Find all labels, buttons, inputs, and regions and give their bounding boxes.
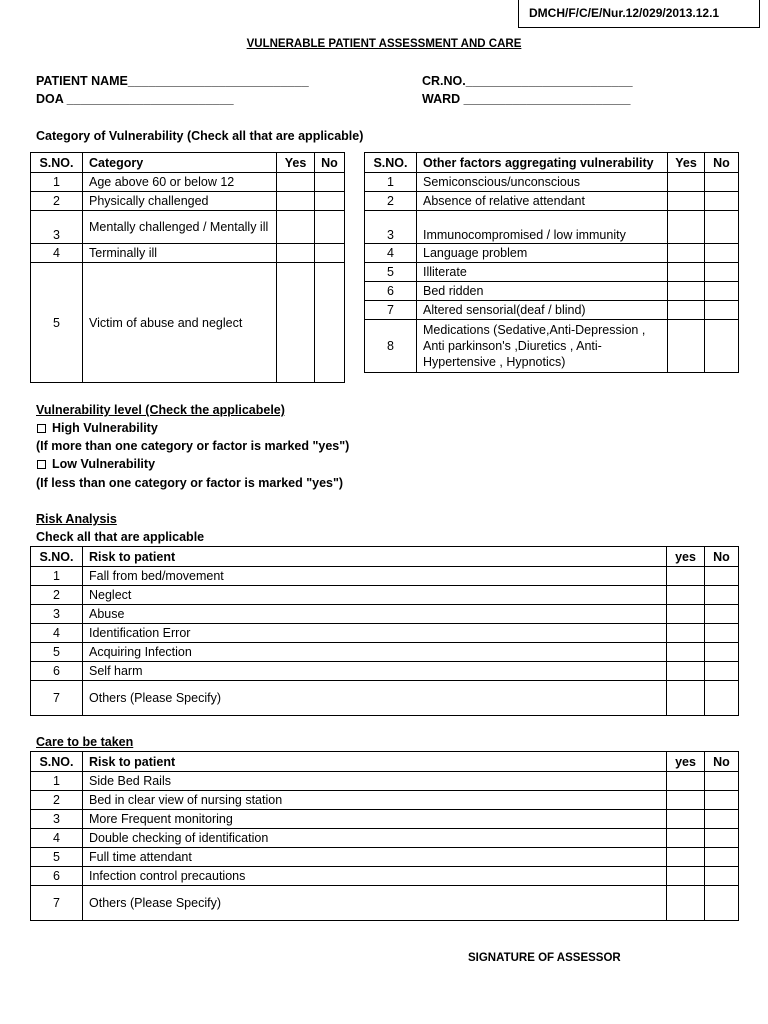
table-row [31, 263, 345, 383]
checkbox-icon[interactable] [37, 460, 46, 469]
table-row [365, 192, 739, 211]
col-yes: Yes [668, 153, 705, 173]
yes-cell[interactable] [668, 320, 705, 373]
no-cell[interactable] [705, 810, 739, 829]
col-no: No [315, 153, 345, 173]
no-cell[interactable] [705, 301, 739, 320]
no-cell[interactable] [705, 772, 739, 791]
row-sno: 5 [31, 263, 83, 383]
ward-field[interactable]: WARD ________________________ [422, 92, 631, 106]
table-row [31, 586, 739, 605]
table-row [365, 301, 739, 320]
yes-cell[interactable] [667, 624, 705, 643]
yes-cell[interactable] [667, 567, 705, 586]
row-sno: 2 [31, 791, 83, 810]
table-row [31, 192, 345, 211]
high-vulnerability-label: High Vulnerability [52, 421, 158, 435]
table-row [31, 867, 739, 886]
row-label: Self harm [83, 662, 667, 681]
row-sno: 7 [31, 681, 83, 716]
row-sno: 4 [31, 829, 83, 848]
row-label: Full time attendant [83, 848, 667, 867]
no-cell[interactable] [705, 211, 739, 244]
risk-analysis-subheading: Check all that are applicable [36, 530, 205, 544]
col-sno: S.NO. [365, 153, 417, 173]
signature-label: SIGNATURE OF ASSESSOR [468, 952, 621, 964]
row-sno: 5 [365, 263, 417, 282]
no-cell[interactable] [705, 244, 739, 263]
no-cell[interactable] [705, 791, 739, 810]
no-cell[interactable] [705, 681, 739, 716]
col-risk: Risk to patient [83, 547, 667, 567]
high-vulnerability-note: (If more than one category or factor is marked "yes") [36, 439, 350, 453]
col-category: Category [83, 153, 277, 173]
yes-cell[interactable] [667, 772, 705, 791]
table-row [365, 211, 739, 244]
yes-cell[interactable] [667, 886, 705, 921]
table-row [31, 772, 739, 791]
row-sno: 6 [365, 282, 417, 301]
row-label: Altered sensorial(deaf / blind) [417, 301, 668, 320]
yes-cell[interactable] [667, 643, 705, 662]
category-table [30, 152, 345, 383]
no-cell[interactable] [705, 643, 739, 662]
row-label: Others (Please Specify) [83, 681, 667, 716]
table-row [365, 320, 739, 373]
row-sno: 2 [31, 192, 83, 211]
risk-analysis-heading: Risk Analysis [36, 512, 117, 526]
no-cell[interactable] [315, 211, 345, 244]
doa-field[interactable]: DOA ________________________ [36, 92, 234, 106]
row-label: Acquiring Infection [83, 643, 667, 662]
no-cell[interactable] [705, 662, 739, 681]
row-sno: 1 [31, 173, 83, 192]
yes-cell[interactable] [667, 791, 705, 810]
table-row [31, 886, 739, 921]
yes-cell[interactable] [668, 282, 705, 301]
table-row [31, 810, 739, 829]
table-row [31, 643, 739, 662]
table-row [31, 791, 739, 810]
row-sno: 5 [31, 848, 83, 867]
yes-cell[interactable] [277, 192, 315, 211]
yes-cell[interactable] [668, 263, 705, 282]
no-cell[interactable] [705, 567, 739, 586]
row-sno: 7 [365, 301, 417, 320]
col-no: No [705, 547, 739, 567]
yes-cell[interactable] [667, 867, 705, 886]
table-row [31, 605, 739, 624]
yes-cell[interactable] [277, 173, 315, 192]
table-row [31, 829, 739, 848]
no-cell[interactable] [705, 192, 739, 211]
no-cell[interactable] [315, 263, 345, 383]
row-label: Physically challenged [83, 192, 277, 211]
row-label: Medications (Sedative,Anti-Depression , Anti parkinson's ,Diuretics , Anti-Hypertensive , Hypnotics) [417, 320, 668, 373]
row-label: Side Bed Rails [83, 772, 667, 791]
yes-cell[interactable] [277, 244, 315, 263]
yes-cell[interactable] [667, 829, 705, 848]
no-cell[interactable] [705, 886, 739, 921]
form-title: VULNERABLE PATIENT ASSESSMENT AND CARE [246, 38, 522, 50]
yes-cell[interactable] [667, 848, 705, 867]
row-sno: 8 [365, 320, 417, 373]
row-label: More Frequent monitoring [83, 810, 667, 829]
col-no: No [705, 153, 739, 173]
yes-cell[interactable] [668, 211, 705, 244]
no-cell[interactable] [705, 263, 739, 282]
table-row [31, 211, 345, 244]
care-table [30, 751, 739, 921]
row-label: Double checking of identification [83, 829, 667, 848]
no-cell[interactable] [315, 244, 345, 263]
table-row [365, 282, 739, 301]
row-label: Abuse [83, 605, 667, 624]
vulnerability-level-heading: Vulnerability level (Check the applicabele) [36, 403, 285, 417]
table-row [31, 244, 345, 263]
table-row [31, 681, 739, 716]
yes-cell[interactable] [277, 211, 315, 244]
yes-cell[interactable] [668, 301, 705, 320]
row-sno: 4 [365, 244, 417, 263]
risk-table [30, 546, 739, 716]
table-row [31, 848, 739, 867]
no-cell[interactable] [705, 320, 739, 373]
document-code: DMCH/F/C/E/Nur.12/029/2013.12.1 [518, 0, 760, 28]
no-cell[interactable] [705, 586, 739, 605]
row-sno: 6 [31, 867, 83, 886]
yes-cell[interactable] [668, 173, 705, 192]
low-vulnerability-note: (If less than one category or factor is marked "yes") [36, 476, 344, 490]
yes-cell[interactable] [667, 681, 705, 716]
no-cell[interactable] [705, 867, 739, 886]
row-sno: 1 [365, 173, 417, 192]
col-yes: yes [667, 547, 705, 567]
row-label: Fall from bed/movement [83, 567, 667, 586]
row-label: Others (Please Specify) [83, 886, 667, 921]
row-sno: 2 [31, 586, 83, 605]
row-label: Bed ridden [417, 282, 668, 301]
table-row [365, 263, 739, 282]
row-label: Semiconscious/unconscious [417, 173, 668, 192]
row-sno: 4 [31, 244, 83, 263]
row-sno: 1 [31, 567, 83, 586]
yes-cell[interactable] [667, 586, 705, 605]
table-row [31, 173, 345, 192]
row-label: Infection control precautions [83, 867, 667, 886]
yes-cell[interactable] [668, 244, 705, 263]
table-row [31, 567, 739, 586]
no-cell[interactable] [705, 173, 739, 192]
factors-table [364, 152, 739, 373]
row-label: Neglect [83, 586, 667, 605]
row-sno: 6 [31, 662, 83, 681]
row-label: Bed in clear view of nursing station [83, 791, 667, 810]
yes-cell[interactable] [667, 605, 705, 624]
high-vulnerability-option[interactable] [36, 421, 158, 435]
row-label: Absence of relative attendant [417, 192, 668, 211]
row-label: Victim of abuse and neglect [83, 263, 277, 383]
row-sno: 2 [365, 192, 417, 211]
row-sno: 3 [365, 211, 417, 244]
row-sno: 3 [31, 810, 83, 829]
col-no: No [705, 752, 739, 772]
cr-no-field[interactable]: CR.NO.________________________ [422, 74, 633, 88]
low-vulnerability-label: Low Vulnerability [52, 457, 156, 471]
low-vulnerability-option[interactable] [36, 457, 155, 471]
row-label: Immunocompromised / low immunity [417, 211, 668, 244]
row-label: Mentally challenged / Mentally ill [83, 211, 277, 244]
table-row [365, 244, 739, 263]
row-sno: 3 [31, 211, 83, 244]
col-yes: Yes [277, 153, 315, 173]
col-sno: S.NO. [31, 547, 83, 567]
row-label: Identification Error [83, 624, 667, 643]
table-row [365, 173, 739, 192]
yes-cell[interactable] [667, 810, 705, 829]
care-heading: Care to be taken [36, 735, 134, 749]
no-cell[interactable] [315, 173, 345, 192]
table-row [31, 624, 739, 643]
no-cell[interactable] [705, 282, 739, 301]
row-label: Age above 60 or below 12 [83, 173, 277, 192]
col-sno: S.NO. [31, 752, 83, 772]
yes-cell[interactable] [668, 192, 705, 211]
yes-cell[interactable] [277, 263, 315, 383]
checkbox-icon[interactable] [37, 424, 46, 433]
row-label: Terminally ill [83, 244, 277, 263]
no-cell[interactable] [705, 605, 739, 624]
row-sno: 3 [31, 605, 83, 624]
table-row [31, 662, 739, 681]
row-sno: 4 [31, 624, 83, 643]
row-sno: 5 [31, 643, 83, 662]
patient-name-field[interactable]: PATIENT NAME__________________________ [36, 74, 309, 88]
row-sno: 1 [31, 772, 83, 791]
yes-cell[interactable] [667, 662, 705, 681]
no-cell[interactable] [705, 848, 739, 867]
col-sno: S.NO. [31, 153, 83, 173]
col-yes: yes [667, 752, 705, 772]
row-label: Illiterate [417, 263, 668, 282]
row-sno: 7 [31, 886, 83, 921]
col-factor: Other factors aggregating vulnerability [417, 153, 668, 173]
category-heading: Category of Vulnerability (Check all that are applicable) [36, 129, 364, 143]
no-cell[interactable] [705, 829, 739, 848]
no-cell[interactable] [315, 192, 345, 211]
row-label: Language problem [417, 244, 668, 263]
no-cell[interactable] [705, 624, 739, 643]
col-risk: Risk to patient [83, 752, 667, 772]
